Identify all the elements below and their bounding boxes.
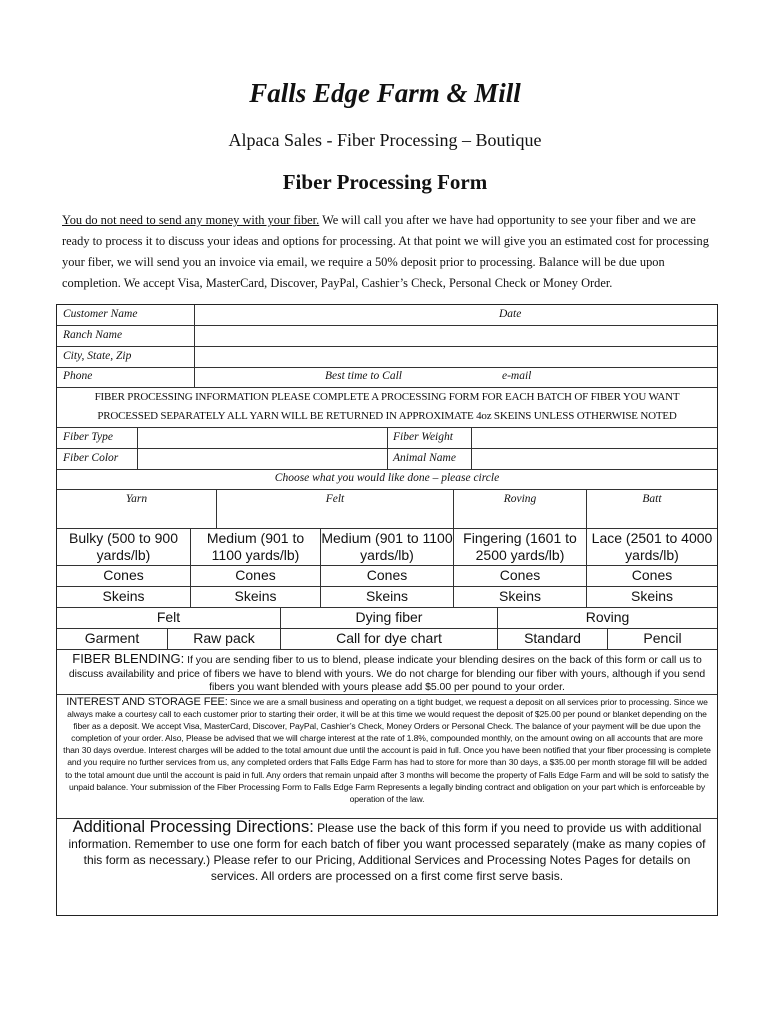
ranch-name-label: Ranch Name (63, 329, 123, 341)
fiber-blending-heading: FIBER BLENDING: (72, 651, 185, 666)
category-felt[interactable]: Felt (325, 493, 345, 505)
fiber-weight-field[interactable] (472, 428, 717, 448)
row-divider (57, 528, 717, 529)
ranch-name-field[interactable] (195, 326, 717, 346)
row-divider (57, 586, 717, 587)
option-bulky[interactable]: Bulky (500 to 900 yards/lb) (69, 530, 178, 563)
row-divider (57, 469, 717, 470)
option-cones[interactable]: Cones (499, 567, 541, 583)
row-divider (57, 628, 717, 629)
option-medium-2[interactable]: Medium (901 to 1100 yards/lb) (321, 530, 453, 563)
interest-storage-section (63, 696, 711, 805)
intro-no-money-note: You do not need to send any money with your fiber. (62, 213, 320, 227)
additional-directions-section (63, 819, 711, 884)
additional-directions-heading: Additional Processing Directions: (72, 818, 314, 836)
col-divider (387, 427, 388, 469)
fiber-blending-text: If you are sending fiber to us to blend, please indicate your blending desires on the back of this form or call us to discuss availability and price of fibers we have to blend with yours. We do not charge for blending our fiber with yours, although if you send fibers you want blended with yours please add $5.00 per pound to your order. (68, 655, 706, 693)
option-dye-chart[interactable]: Call for dye chart (336, 630, 442, 646)
option-garment[interactable]: Garment (84, 630, 140, 646)
option-skeins[interactable]: Skeins (102, 588, 145, 604)
option-fingering[interactable]: Fingering (1601 to 2500 yards/lb) (463, 530, 577, 563)
option-cones[interactable]: Cones (235, 567, 276, 583)
choose-instruction: Choose what you would like done – please circle (274, 472, 500, 484)
farm-tagline: Alpaca Sales - Fiber Processing – Boutique (228, 130, 542, 150)
category-batt[interactable]: Batt (642, 493, 662, 505)
fiber-color-label: Fiber Color (63, 452, 119, 464)
option-cones[interactable]: Cones (631, 567, 673, 583)
option-felt[interactable]: Felt (156, 609, 181, 625)
animal-name-label: Animal Name (393, 452, 456, 464)
option-dying-fiber[interactable]: Dying fiber (355, 609, 423, 625)
fiber-info-line-1: FIBER PROCESSING INFORMATION PLEASE COMPLETE A PROCESSING FORM FOR EACH BATCH OF FIBER YOU WANT (94, 391, 680, 403)
fiber-weight-label: Fiber Weight (393, 431, 453, 443)
interest-storage-text: Since we are a small business and operating on a tight budget, we request a deposit on all services prior to processing. Since we always make a courtesy call to each customer prior to starting their order, it will be at this time we would request the deposit of $25.00 per pound or blanket depending on the fiber as a deposit. We accept Visa, MasterCard, Discover, PayPal, Cashier’s Check, Money Orders or Personal Check. The balance of your payment will be due upon the completion of your order. Also, Please be advised that we will charge interest at the rate of 1.8%, compounded monthly, on the amount owing on all accounts that are more than 30 days overdue. Interest charges will be added to the total amount due until the account is paid in full. Once you have been notified that your fiber processing is complete and you require no further services from us, any completed orders that Falls Edge Farm has had to store for more than 30 days, a $35.00 per month storage fill will be added to the total amount due until the account is paid in full. Any orders that remain unpaid after 3 months will become the property of Falls Edge Farm and will be sold to satisfy the unpaid balance. Your submission of the Fiber Processing Form to Falls Edge Farm Represents a legally binding contract and obligation on your part which is enforceable by operation of the law. (63, 697, 711, 804)
row-divider (57, 489, 717, 490)
animal-name-field[interactable] (472, 449, 717, 469)
option-skeins[interactable]: Skeins (498, 588, 542, 604)
form-table (56, 304, 718, 916)
option-pencil[interactable]: Pencil (643, 630, 682, 646)
form-title: Fiber Processing Form (282, 170, 488, 194)
fiber-blending-section (62, 652, 712, 695)
fiber-type-label: Fiber Type (63, 431, 113, 443)
city-state-zip-label: City, State, Zip (63, 350, 132, 362)
phone-label: Phone (63, 370, 93, 382)
option-roving[interactable]: Roving (585, 609, 630, 625)
option-standard[interactable]: Standard (524, 630, 581, 646)
option-raw-pack[interactable]: Raw pack (193, 630, 255, 646)
option-lace[interactable]: Lace (2501 to 4000 yards/lb) (591, 530, 713, 563)
interest-storage-heading: INTEREST AND STORAGE FEE: (66, 696, 228, 708)
row-divider (57, 565, 717, 566)
best-time-label: Best time to Call (325, 370, 402, 382)
additional-directions-text: Please use the back of this form if you need to provide us with additional information. Remember to use one form for each batch of fiber you want processed separately (make as many copies of this form as necessary.) Please refer to our Pricing, Additional Services and Processing Notes Pages for details on services. All orders are processed on a first come first serve basis. (68, 821, 706, 883)
option-skeins[interactable]: Skeins (365, 588, 409, 604)
row-divider (57, 649, 717, 650)
date-label: Date (499, 308, 522, 320)
fiber-info-line-2: PROCESSED SEPARATELY ALL YARN WILL BE RETURNED IN APPROXIMATE 4oz SKEINS UNLESS OTHERWISE NOTED (97, 410, 677, 422)
row-divider (57, 607, 717, 608)
option-medium-1[interactable]: Medium (901 to 1100 yards/lb) (206, 530, 305, 563)
email-label: e-mail (502, 370, 532, 382)
customer-name-field[interactable] (195, 306, 717, 325)
option-cones[interactable]: Cones (366, 567, 408, 583)
phone-field[interactable] (195, 368, 717, 387)
intro-paragraph (62, 210, 722, 294)
category-yarn[interactable]: Yarn (125, 493, 148, 505)
option-skeins[interactable]: Skeins (630, 588, 674, 604)
intro-text: We will call you after we have had opportunity to see your fiber and we are ready to process it to discuss your ideas and options for processing. At that point we will give you an estimated cost for processing your fiber, we will send you an invoice via email, we require a 50% deposit prior to processing. Balance will be due upon completion. We accept Visa, MasterCard, Discover, PayPal, Cashier’s Check, Personal Check or Money Order. (62, 213, 709, 290)
option-skeins[interactable]: Skeins (234, 588, 277, 604)
customer-name-label: Customer Name (63, 308, 138, 320)
city-state-zip-field[interactable] (195, 347, 717, 367)
category-roving[interactable]: Roving (503, 493, 537, 505)
fiber-type-field[interactable] (138, 428, 387, 448)
farm-title: Falls Edge Farm & Mill (249, 78, 521, 108)
option-cones[interactable]: Cones (103, 567, 144, 583)
fiber-color-field[interactable] (138, 449, 387, 469)
